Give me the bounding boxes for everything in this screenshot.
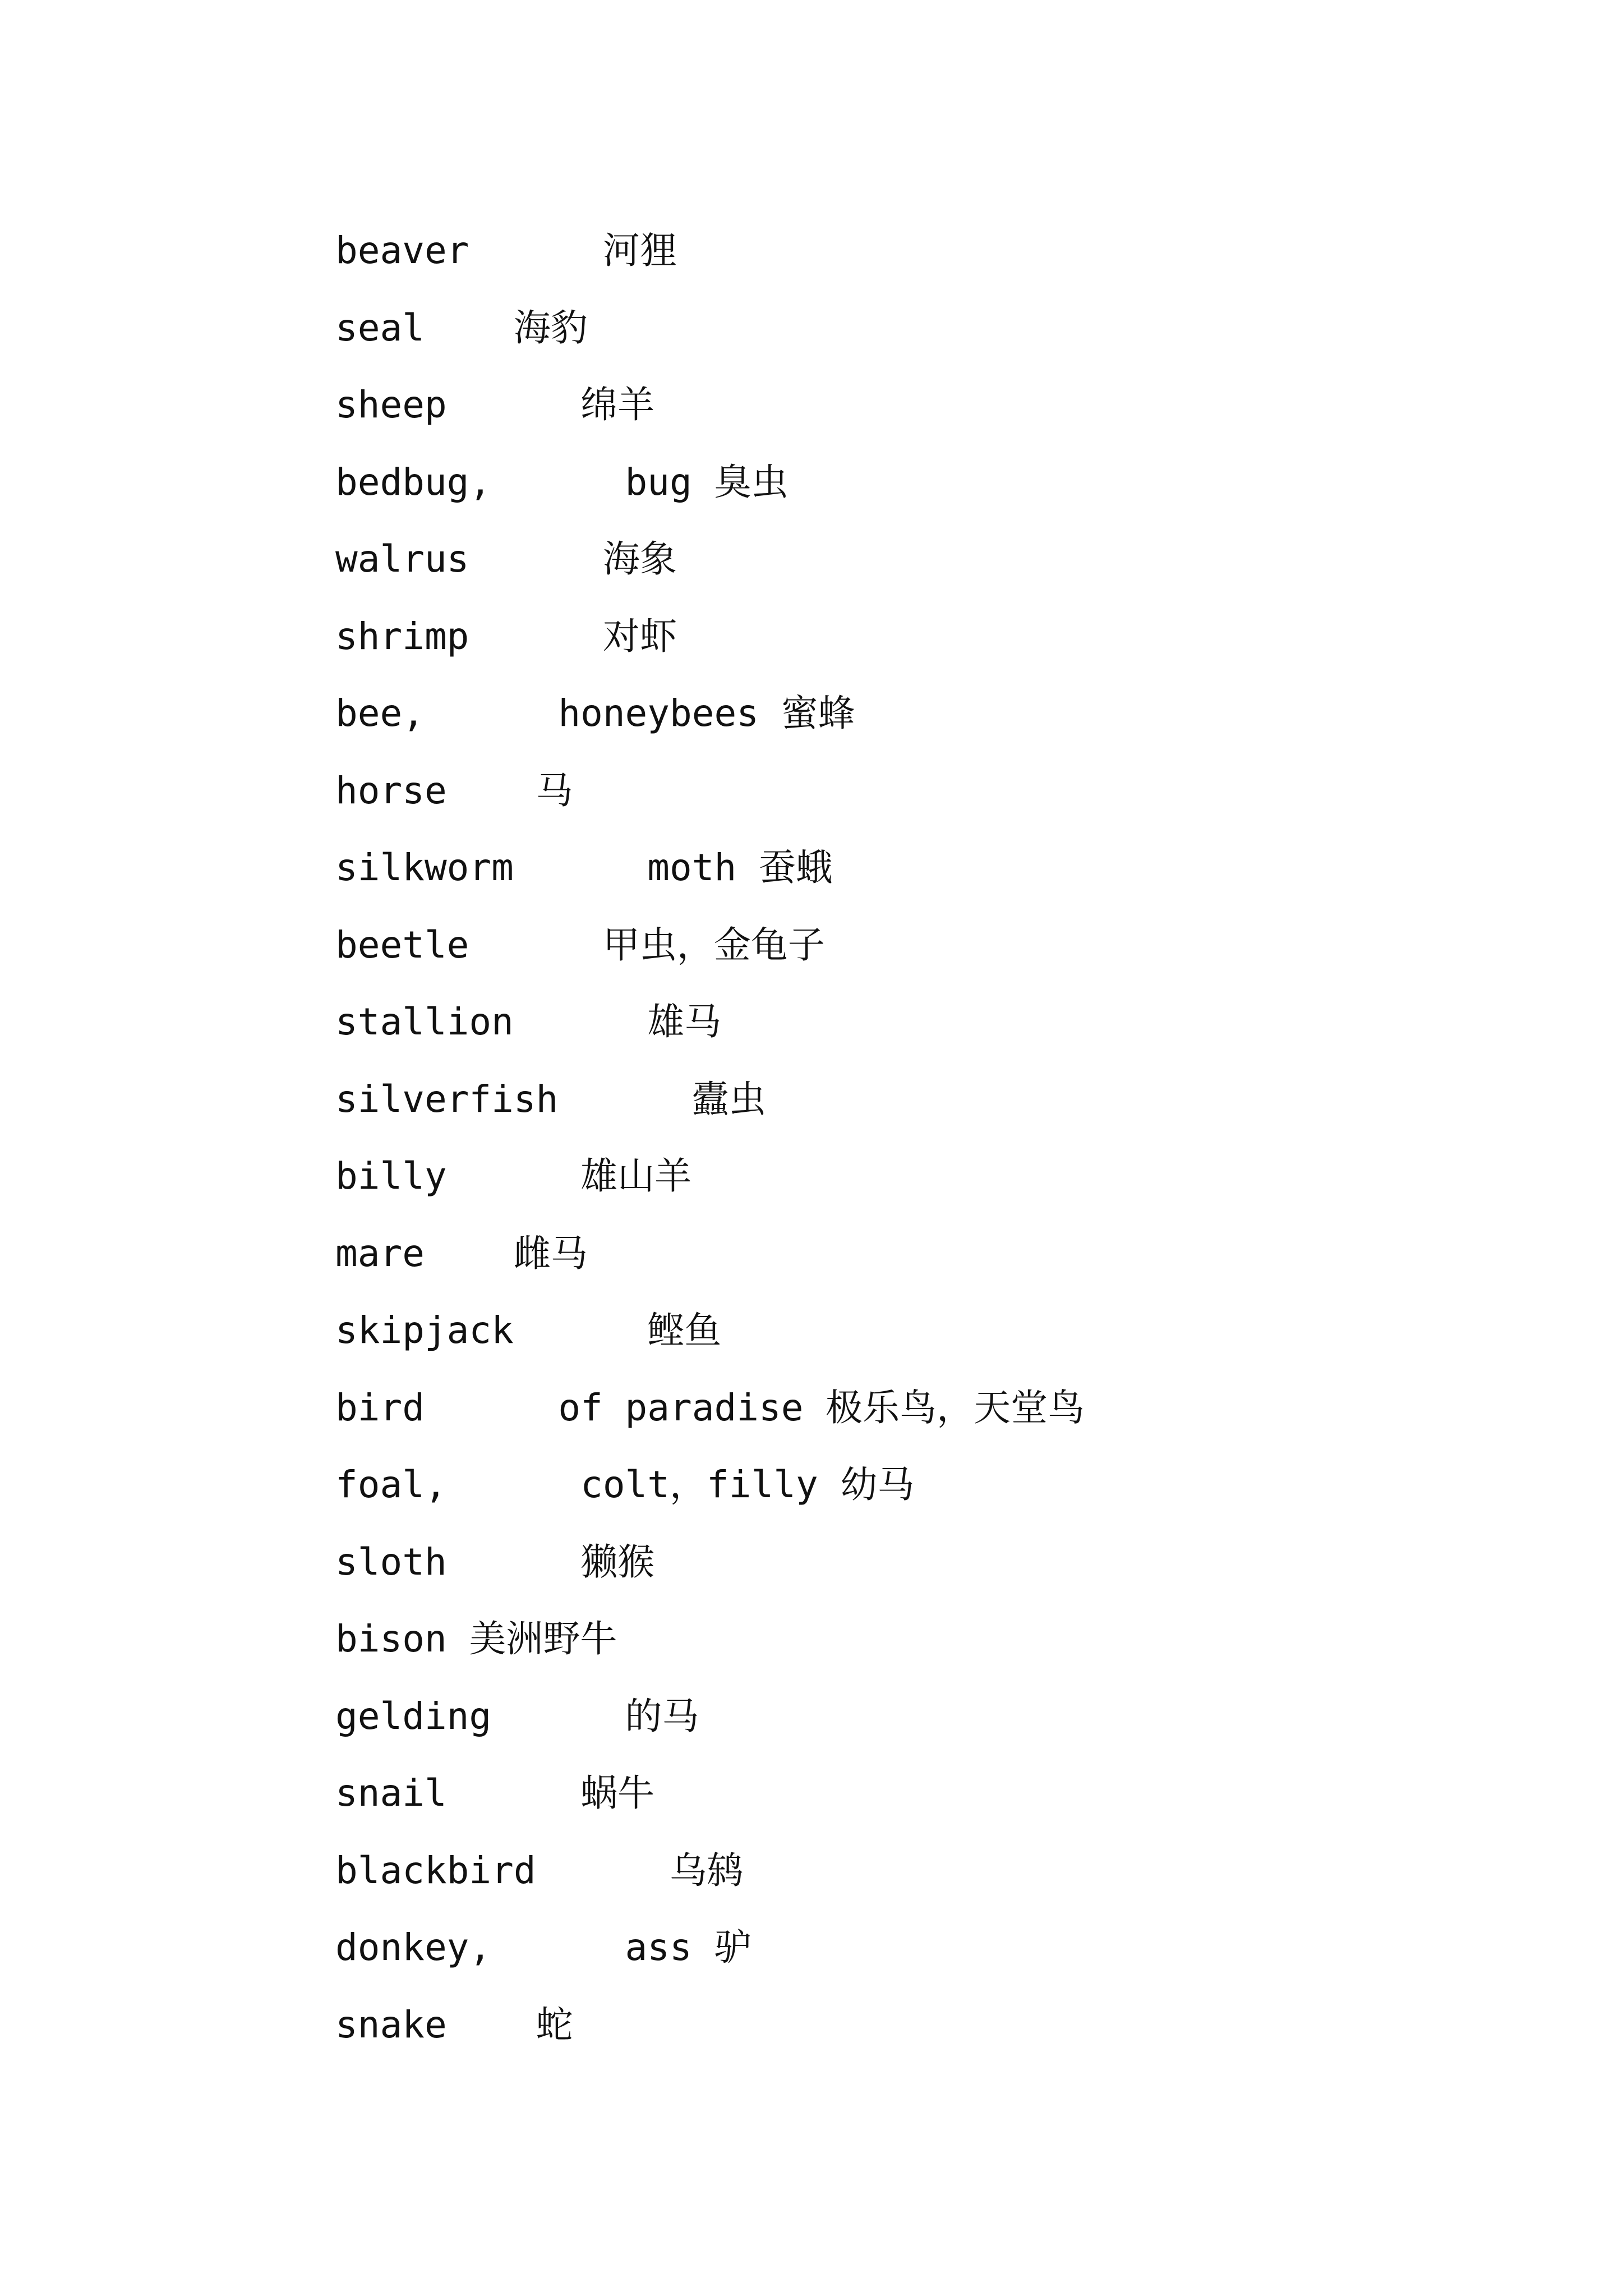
list-item: mare 雌马 bbox=[335, 1231, 588, 1275]
list-item: bedbug, bug 臭虫 bbox=[335, 460, 789, 504]
list-item: shrimp 对虾 bbox=[335, 614, 677, 658]
list-item: bison 美洲野牛 bbox=[335, 1617, 617, 1660]
list-item: blackbird 乌鸫 bbox=[335, 1848, 744, 1892]
list-item: foal, colt，filly 幼马 bbox=[335, 1463, 915, 1506]
list-item: snake 蛇 bbox=[335, 2003, 573, 2046]
list-item: bee, honeybees 蜜蜂 bbox=[335, 692, 855, 735]
list-item: gelding 的马 bbox=[335, 1694, 699, 1738]
list-item: silkworm moth 蚕蛾 bbox=[335, 846, 833, 889]
list-item: sloth 獭猴 bbox=[335, 1540, 655, 1584]
list-item: stallion 雄马 bbox=[335, 1000, 722, 1043]
list-item: beaver 河狸 bbox=[335, 229, 677, 272]
list-item: horse 马 bbox=[335, 769, 573, 812]
list-item: skipjack 鲣鱼 bbox=[335, 1309, 722, 1352]
list-item: seal 海豹 bbox=[335, 306, 588, 349]
list-item: billy 雄山羊 bbox=[335, 1154, 692, 1198]
list-item: snail 蜗牛 bbox=[335, 1772, 655, 1815]
list-item: walrus 海象 bbox=[335, 537, 677, 581]
vocabulary-list bbox=[335, 212, 1085, 2063]
list-item: beetle 甲虫，金龟子 bbox=[335, 923, 825, 967]
list-item: silverfish 蠹虫 bbox=[335, 1077, 766, 1121]
list-item: bird of paradise 极乐鸟，天堂鸟 bbox=[335, 1386, 1085, 1429]
list-item: donkey, ass 驴 bbox=[335, 1926, 751, 1969]
list-item: sheep 绵羊 bbox=[335, 383, 655, 426]
